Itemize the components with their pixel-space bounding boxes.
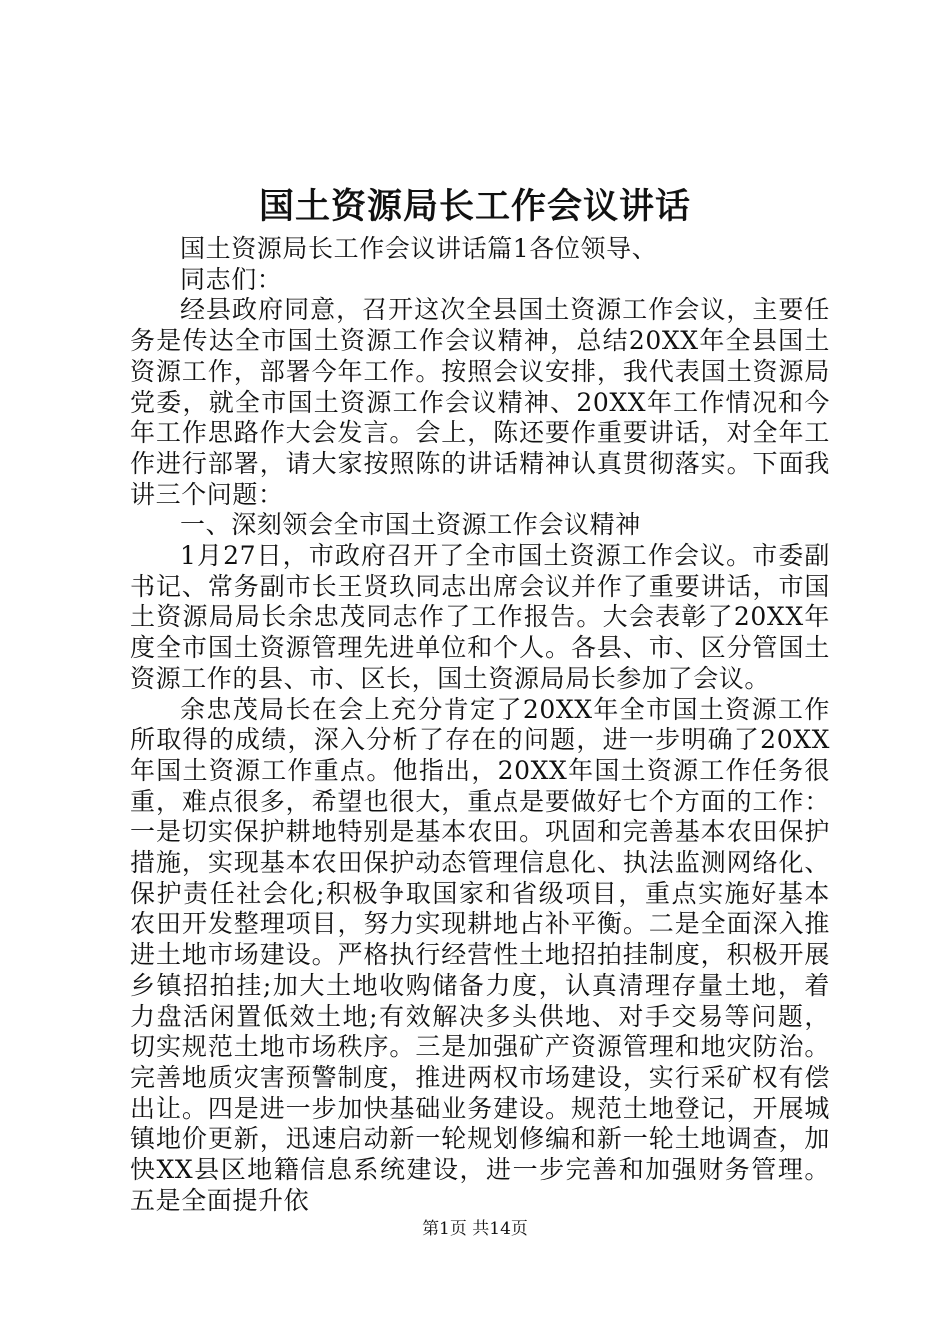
paragraph-key-tasks: 余忠茂局长在会上充分肯定了20XX年全市国土资源工作所取得的成绩，深入分析了存在的问题，进一步明确了20XX年国土资源工作重点。他指出，20XX年国土资源工作任务很重，难点很多，希望也很大，重点是要做好七个方面的工作：一是切实保护耕地特别是基本农田。巩固和完善基本农田保护措施，实现基本农田保护动态管理信息化、执法监测网络化、保护责任社会化;积极争取国家和省级项目，重点实施好基本农田开发整理项目，努力实现耕地占补平衡。二是全面深入推进土地市场建设。严格执行经营性土地招拍挂制度，积极开展乡镇招拍挂;加大土地收购储备力度，认真清理存量土地，着力盘活闲置低效土地;有效解决多头供地、对手交易等问题，切实规范土地市场秩序。三是加强矿产资源管理和地灾防治。完善地质灾害预警制度，推进两权市场建设，实行采矿权有偿出让。四是进一步加快基础业务建设。规范土地登记，开展城镇地价更新，迅速启动新一轮规划修编和新一轮土地调查，加快XX县区地籍信息系统建设，进一步完善和加强财务管理。五是全面提升依 <box>130 694 830 1215</box>
paragraph-intro: 经县政府同意，召开这次全县国土资源工作会议，主要任务是传达全市国土资源工作会议精神，总结20XX年全县国土资源工作，部署今年工作。按照会议安排，我代表国土资源局党委，就全市国土资源工作会议精神、20XX年工作情况和今年工作思路作大会发言。会上，陈还要作重要讲话，对全年工作进行部署，请大家按照陈的讲话精神认真贯彻落实。下面我讲三个问题： <box>130 295 830 509</box>
document-body <box>130 234 830 1217</box>
document-title: 国土资源局长工作会议讲话 <box>258 186 691 227</box>
page-number-footer: 第1页 共14页 <box>422 1219 528 1239</box>
section-heading-1: 一、深刻领会全市国土资源工作会议精神 <box>180 510 641 540</box>
paragraph-salutation: 同志们： <box>180 264 283 294</box>
paragraph-meeting: 1月27日，市政府召开了全市国土资源工作会议。市委副书记、常务副市长王贤玖同志出席会议并作了重要讲话，市国土资源局局长余忠茂同志作了工作报告。大会表彰了20XX年度全市国土资源管理先进单位和个人。各县、市、区分管国土资源工作的县、市、区长，国土资源局局长参加了会议。 <box>130 541 830 693</box>
paragraph-heading-line: 国土资源局长工作会议讲话篇1各位领导、 <box>180 234 658 263</box>
